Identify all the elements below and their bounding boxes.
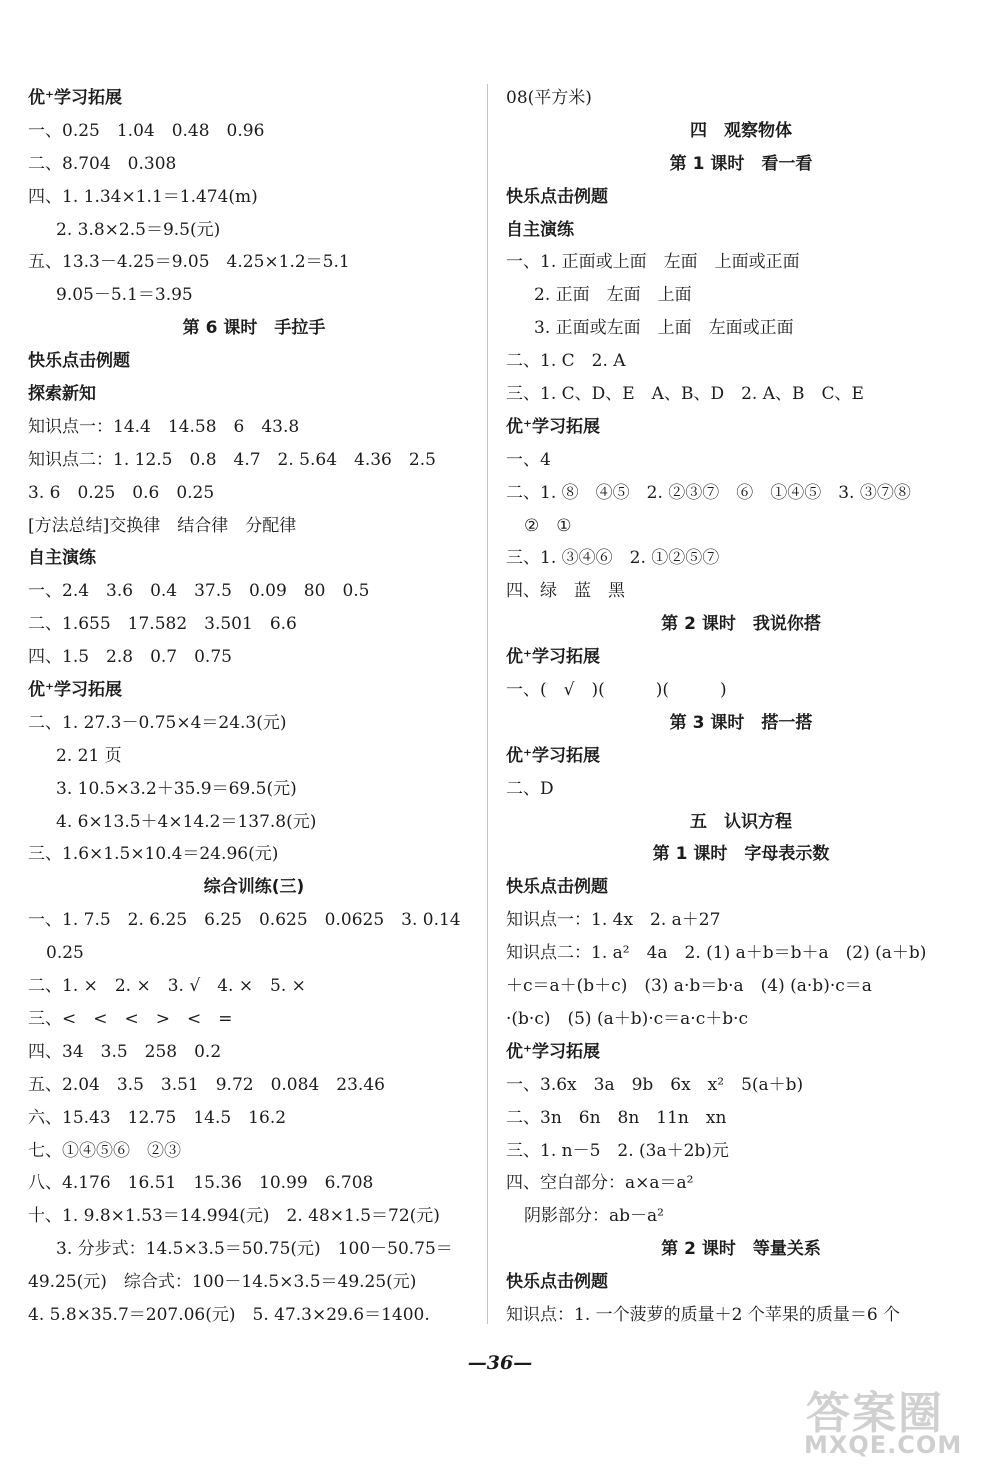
answer-line: 一、0.25 1.04 0.48 0.96 bbox=[28, 120, 265, 141]
answer-line: 08(平方米) bbox=[506, 88, 592, 108]
lesson-heading: 综合训练(三) bbox=[203, 877, 305, 898]
answer-line: 三、1. n－5 2. (3a＋2b)元 bbox=[506, 1140, 729, 1161]
watermark-logo bbox=[800, 1375, 990, 1465]
answer-line: 六、15.43 12.75 14.5 16.2 bbox=[28, 1107, 287, 1128]
section-heading: 快乐点击例题 bbox=[506, 186, 608, 207]
answer-line: 二、8.704 0.308 bbox=[28, 153, 177, 174]
lesson-heading: 第 3 课时 搭一搭 bbox=[669, 712, 813, 733]
answer-line: 3. 分步式：14.5×3.5＝50.75(元) 100－50.75＝ bbox=[56, 1239, 453, 1260]
answer-line: 一、1. 7.5 2. 6.25 6.25 0.625 0.0625 3. 0.14 bbox=[28, 910, 461, 931]
section-heading: 快乐点击例题 bbox=[28, 351, 130, 372]
answer-line: 一、3.6x 3a 9b 6x x² 5(a＋b) bbox=[506, 1074, 804, 1095]
answer-line: 3. 6 0.25 0.6 0.25 bbox=[28, 482, 215, 503]
lesson-heading: 第 2 课时 等量关系 bbox=[661, 1239, 821, 1260]
section-heading: 优⁺学习拓展 bbox=[28, 680, 122, 701]
answer-line: 二、D bbox=[506, 778, 554, 799]
answer-line: 知识点二：1. a² 4a 2. (1) a＋b＝b＋a (2) (a＋b) bbox=[506, 943, 927, 964]
lesson-heading: 四 观察物体 bbox=[690, 120, 792, 141]
answer-line: ＋c＝a＋(b＋c) (3) a·b＝b·a (4) (a·b)·c＝a bbox=[506, 976, 872, 997]
answer-line: 二、1.655 17.582 3.501 6.6 bbox=[28, 614, 297, 635]
answer-line: ·(b·c) (5) (a＋b)·c＝a·c＋b·c bbox=[506, 1008, 749, 1029]
answer-line: 一、2.4 3.6 0.4 37.5 0.09 80 0.5 bbox=[28, 581, 370, 602]
answer-line: 阴影部分：ab－a² bbox=[524, 1206, 664, 1227]
answer-line: 七、①④⑤⑥ ②③ bbox=[28, 1140, 181, 1161]
answer-line: 知识点：1. 一个菠萝的质量＋2 个苹果的质量＝6 个 bbox=[506, 1304, 901, 1325]
left-column bbox=[28, 82, 480, 1332]
answer-line: 三、< < < > < = bbox=[28, 1008, 233, 1029]
answer-line: 三、1. ③④⑥ 2. ①②⑤⑦ bbox=[506, 548, 720, 569]
answer-line: 二、1. ⑧ ④⑤ 2. ②③⑦ ⑥ ①④⑤ 3. ③⑦⑧ bbox=[506, 482, 911, 503]
answer-line: 二、1. C 2. A bbox=[506, 351, 626, 372]
answer-line: 五、13.3－4.25＝9.05 4.25×1.2＝5.1 bbox=[28, 252, 350, 273]
answer-line: 0.25 bbox=[46, 943, 84, 964]
answer-line: 一、( √ )( )( ) bbox=[506, 680, 727, 701]
section-heading: 优⁺学习拓展 bbox=[506, 1041, 600, 1062]
answer-line: 49.25(元) 综合式：100－14.5×3.5＝49.25(元) bbox=[28, 1272, 417, 1293]
answer-line: 4. 6×13.5＋4×14.2＝137.8(元) bbox=[56, 811, 317, 832]
answer-line: 知识点一：1. 4x 2. a＋27 bbox=[506, 910, 721, 931]
lesson-heading: 第 1 课时 看一看 bbox=[669, 153, 813, 174]
answer-line: 四、绿 蓝 黑 bbox=[506, 581, 625, 602]
lesson-heading: 五 认识方程 bbox=[690, 811, 792, 832]
answer-line: 知识点二：1. 12.5 0.8 4.7 2. 5.64 4.36 2.5 bbox=[28, 449, 436, 470]
section-heading: 快乐点击例题 bbox=[506, 1272, 608, 1293]
watermark-url: MXQE.COM bbox=[804, 1431, 963, 1459]
watermark-text: 答案圈 bbox=[806, 1388, 944, 1439]
answer-line: 五、2.04 3.5 3.51 9.72 0.084 23.46 bbox=[28, 1074, 385, 1095]
answer-line: 4. 5.8×35.7＝207.06(元) 5. 47.3×29.6＝1400. bbox=[28, 1304, 430, 1325]
answer-line: 四、34 3.5 258 0.2 bbox=[28, 1041, 222, 1062]
answer-line: [方法总结]交换律 结合律 分配律 bbox=[28, 515, 297, 536]
section-heading: 快乐点击例题 bbox=[506, 877, 608, 898]
answer-line: 四、1. 1.34×1.1＝1.474(m) bbox=[28, 186, 258, 207]
section-heading: 优⁺学习拓展 bbox=[506, 416, 600, 437]
answer-line: 二、1. 27.3－0.75×4＝24.3(元) bbox=[28, 712, 287, 733]
answer-line: 四、1.5 2.8 0.7 0.75 bbox=[28, 647, 232, 668]
lesson-heading: 第 2 课时 我说你搭 bbox=[661, 614, 821, 635]
answer-line: 二、3n 6n 8n 11n xn bbox=[506, 1107, 727, 1128]
answer-line: 2. 3.8×2.5＝9.5(元) bbox=[56, 219, 221, 240]
section-heading: 优⁺学习拓展 bbox=[506, 647, 600, 668]
section-heading: 探索新知 bbox=[28, 384, 96, 405]
answer-line: 一、1. 正面或上面 左面 上面或正面 bbox=[506, 252, 800, 273]
answer-line: 2. 21 页 bbox=[56, 745, 122, 766]
answer-line: 三、1.6×1.5×10.4＝24.96(元) bbox=[28, 844, 279, 865]
answer-line: 一、4 bbox=[506, 449, 551, 470]
answer-line: 知识点一：14.4 14.58 6 43.8 bbox=[28, 416, 300, 437]
column-divider bbox=[487, 84, 488, 1324]
answer-line: 2. 正面 左面 上面 bbox=[534, 285, 692, 306]
answer-line: 八、4.176 16.51 15.36 10.99 6.708 bbox=[28, 1173, 374, 1194]
section-heading: 优⁺学习拓展 bbox=[506, 745, 600, 766]
answer-line: 二、1. × 2. × 3. √ 4. × 5. × bbox=[28, 976, 306, 997]
answer-line: 三、1. C、D、E A、B、D 2. A、B C、E bbox=[506, 384, 864, 405]
right-column bbox=[506, 82, 976, 1332]
answer-line: ② ① bbox=[524, 515, 572, 536]
answer-line: 9.05－5.1＝3.95 bbox=[56, 285, 193, 306]
lesson-heading: 第 1 课时 字母表示数 bbox=[652, 844, 830, 865]
answer-line: 3. 10.5×3.2＋35.9＝69.5(元) bbox=[56, 778, 297, 799]
answer-line: 3. 正面或左面 上面 左面或正面 bbox=[534, 318, 794, 339]
section-heading: 自主演练 bbox=[506, 219, 574, 240]
lesson-heading: 第 6 课时 手拉手 bbox=[182, 318, 326, 339]
section-heading: 优⁺学习拓展 bbox=[28, 88, 122, 108]
answer-line: 十、1. 9.8×1.53＝14.994(元) 2. 48×1.5＝72(元) bbox=[28, 1206, 440, 1227]
page-number: —36— bbox=[467, 1352, 533, 1374]
answer-line: 四、空白部分：a×a＝a² bbox=[506, 1173, 694, 1194]
section-heading: 自主演练 bbox=[28, 548, 96, 569]
